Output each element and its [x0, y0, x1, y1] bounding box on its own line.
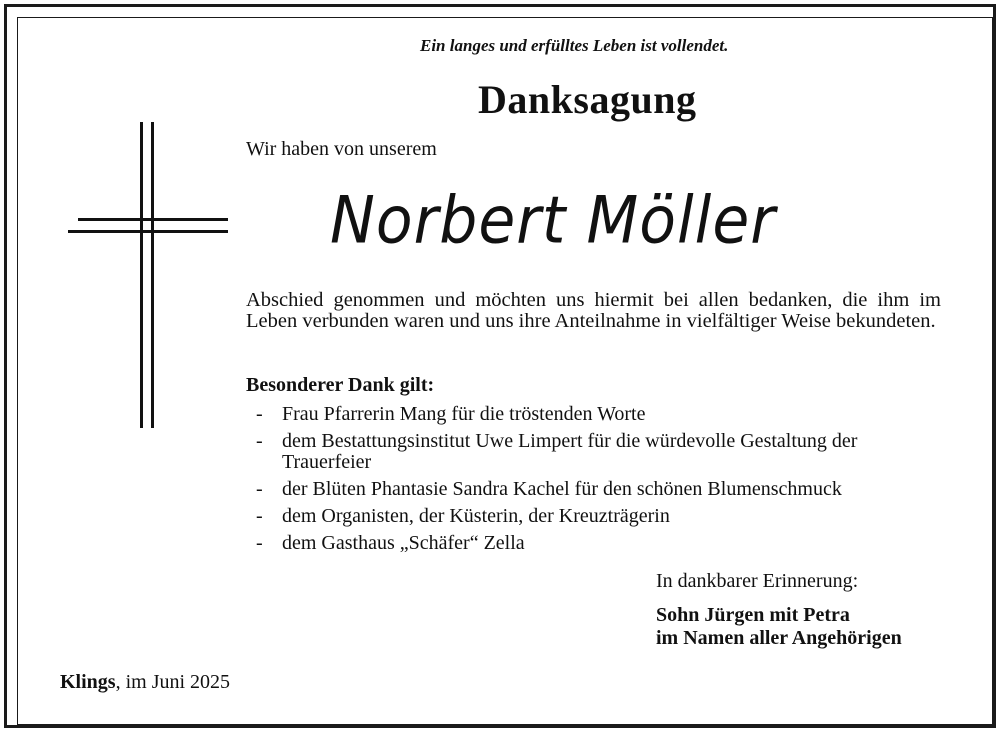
cross-icon: [68, 122, 234, 437]
list-item: [246, 479, 946, 500]
thanks-list: [246, 404, 946, 560]
closing-line: In dankbarer Erinnerung:: [656, 570, 859, 592]
signers: [656, 604, 902, 650]
list-item: [246, 506, 946, 527]
place-name: Klings: [60, 671, 116, 693]
deceased-name: Norbert Möller: [330, 183, 776, 259]
place-date: [60, 671, 230, 694]
date-text: , im Juni 2025: [115, 671, 231, 693]
list-marker: -: [256, 532, 263, 554]
list-item: [246, 404, 946, 425]
list-item-text: Frau Pfarrerin Mang für die tröstenden Worte: [282, 403, 646, 425]
list-item: [246, 533, 946, 554]
intro-text: Wir haben von unserem: [246, 138, 437, 160]
list-item-text: dem Bestattungsinstitut Uwe Limpert für die würdevolle Gestaltung der Trauerfeier: [282, 430, 858, 473]
list-item: [246, 431, 946, 473]
list-marker: -: [256, 403, 263, 425]
list-item-text: dem Organisten, der Küsterin, der Kreuzträgerin: [282, 505, 670, 527]
thanks-paragraph: Abschied genommen und möchten uns hiermit bei allen bedanken, die ihm im Leben verbunden waren und uns ihre Anteilnahme in vielfältiger Weise bekundeten.: [246, 289, 941, 332]
motto: Ein langes und erfülltes Leben ist vollendet.: [420, 36, 729, 55]
list-item-text: dem Gasthaus „Schäfer“ Zella: [282, 532, 525, 554]
signer-line-2: im Namen aller Angehörigen: [656, 627, 902, 649]
list-marker: -: [256, 505, 263, 527]
list-marker: -: [256, 430, 263, 452]
page-title: Danksagung: [478, 77, 697, 122]
list-item-text: der Blüten Phantasie Sandra Kachel für den schönen Blumenschmuck: [282, 478, 842, 500]
special-thanks-heading: Besonderer Dank gilt:: [246, 374, 435, 396]
signer-line-1: Sohn Jürgen mit Petra: [656, 604, 850, 626]
list-marker: -: [256, 478, 263, 500]
